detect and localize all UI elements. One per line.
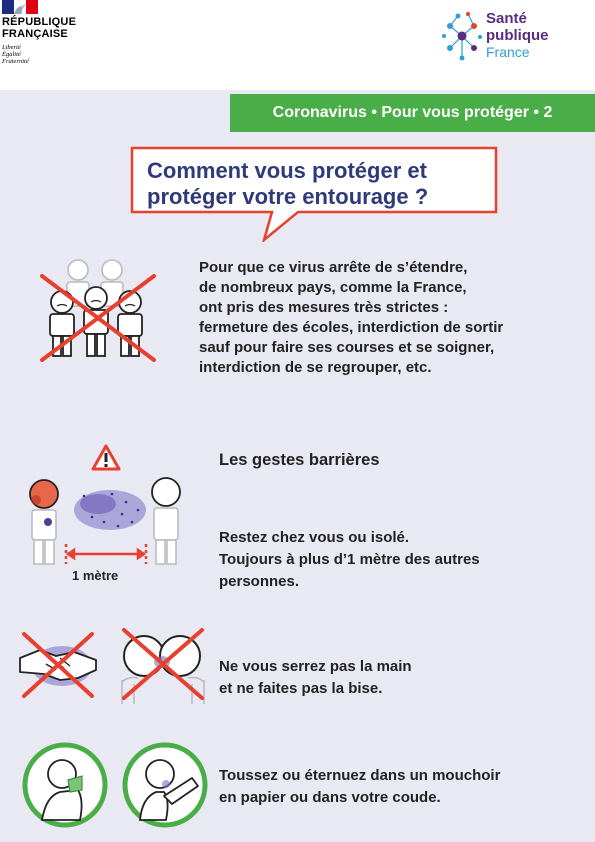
republique-francaise-logo xyxy=(2,0,92,80)
crowd-crossed-icon xyxy=(38,256,160,364)
kiss-crossed-icon xyxy=(116,624,210,704)
warning-icon xyxy=(91,444,121,472)
intro-paragraph: Pour que ce virus arrête de s’étendre, de nombreux pays, comme la France, ont pris des mesures très strictes : fermeture des écoles, interdiction de sortir sauf pour faire ses courses et se soigner, interdiction de se regrouper, etc. xyxy=(199,259,504,376)
elbow-sneeze-icon xyxy=(120,740,210,830)
gestes-title: Les gestes barrières xyxy=(219,451,380,469)
gestes-item-greeting: Ne vous serrez pas la main et ne faites pas la bise. xyxy=(219,658,412,697)
gestes-item-sneeze: Toussez ou éternuez dans un mouchoir en papier ou dans votre coude. xyxy=(219,767,501,806)
main-content xyxy=(0,90,595,842)
marianne-flag-icon xyxy=(2,0,38,14)
sante-publique-france-logo xyxy=(440,8,580,72)
spf-name: Santé publique France xyxy=(486,10,549,60)
gestes-item-distance: Restez chez vous ou isolé. Toujours à plus d’1 mètre des autres personnes. xyxy=(219,529,480,590)
tissue-sneeze-icon xyxy=(20,740,110,830)
title-speech-bubble xyxy=(130,146,500,236)
republique-motto: Liberté Égalité Fraternité xyxy=(2,44,29,65)
republique-name: RÉPUBLIQUE FRANÇAISE xyxy=(2,16,77,40)
page-header xyxy=(0,0,595,90)
page-title: Comment vous protéger et protéger votre entourage ? xyxy=(147,158,429,209)
distance-label: 1 mètre xyxy=(72,568,119,583)
spf-network-icon xyxy=(440,8,486,70)
handshake-crossed-icon xyxy=(16,626,102,702)
section-banner: Coronavirus • Pour vous protéger • 2 xyxy=(230,94,595,132)
